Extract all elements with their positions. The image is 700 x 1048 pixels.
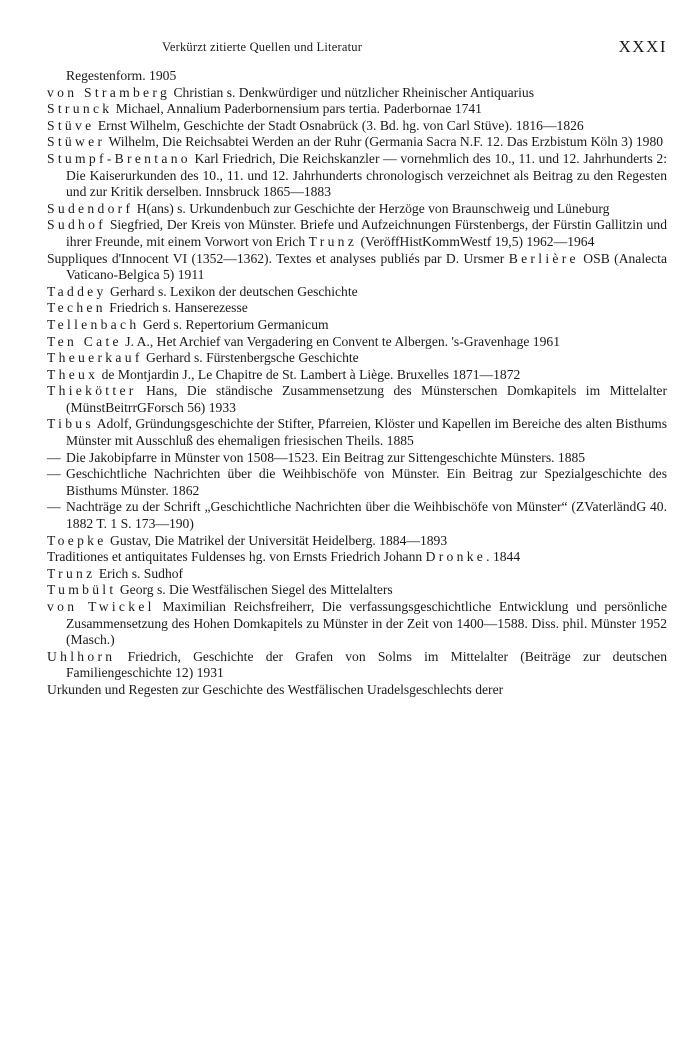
entry-text: Geschichtliche Nachrichten über die Weihbischöfe von Münster. Ein Beitrag zur Spezialgeschichte des Bisthums Münster. 1862: [66, 466, 667, 498]
entry-text: Friedrich s. Hanserezesse: [105, 300, 248, 316]
bibliography-entry: [47, 251, 667, 284]
author-name: Uhlhorn: [47, 648, 116, 664]
entry-text: (VeröffHistKommWestf 19,5) 1962—1964: [357, 233, 595, 249]
page: [47, 38, 667, 699]
repeat-author-dash: —: [47, 499, 61, 515]
editor-name: Trunz: [308, 233, 358, 249]
bibliography-entry: [47, 284, 667, 301]
bibliography-entry: [47, 151, 667, 201]
bibliography-entry: [47, 533, 667, 550]
author-name: Sudendorf: [47, 200, 134, 216]
bibliography-entry: [47, 68, 667, 85]
editor-name: Berlière: [508, 250, 579, 266]
bibliography-entry: [47, 350, 667, 367]
entry-text: OSB (Analecta Vaticano-Belgica 5) 1911: [66, 250, 667, 283]
author-name: Toepke: [47, 532, 107, 548]
author-name: Techen: [47, 300, 106, 316]
entry-text: Gerd s. Repertorium Germanicum: [139, 316, 329, 332]
bibliography-entry: [47, 466, 667, 499]
author-name: von Stramberg: [47, 84, 171, 100]
bibliography-entry: [47, 300, 667, 317]
entry-text: Michael, Annalium Paderbornensium pars tertia. Paderbornae 1741: [112, 101, 482, 117]
bibliography-entry: [47, 101, 667, 118]
repeat-author-dash: —: [47, 466, 61, 482]
editor-name: Dronke: [425, 549, 487, 565]
entry-text: Siegfried, Der Kreis von Münster. Briefe und Aufzeichnungen Fürstenbergs, der Fürstin Gallitzin und ihrer Freunde, mit einem Vorwort von Erich: [66, 217, 667, 249]
entry-text: Ernst Wilhelm, Geschichte der Stadt Osnabrück (3. Bd. hg. von Carl Stüve). 1816—1826: [94, 117, 584, 133]
author-name: Thiekötter: [47, 383, 137, 399]
entry-text: Georg s. Die Westfälischen Siegel des Mittelalters: [116, 582, 393, 598]
entry-text: . 1844: [486, 549, 521, 565]
author-name: Trunz: [47, 565, 96, 581]
bibliography-entry: [47, 383, 667, 416]
entry-text: Wilhelm, Die Reichsabtei Werden an der Ruhr (Germania Sacra N.F. 12. Das Erzbistum Köln 3) 1980: [105, 134, 664, 150]
entry-text: Traditiones et antiquitates Fuldenses hg. von Ernsts Friedrich Johann: [47, 549, 426, 565]
bibliography-entry: [47, 549, 667, 566]
bibliography-entry: [47, 217, 667, 250]
entry-text: Die Jakobipfarre in Münster von 1508—1523. Ein Beitrag zur Sittengeschichte Münsters. 1885: [66, 449, 586, 465]
author-name: Taddey: [47, 283, 107, 299]
running-title: Verkürzt zitierte Quellen und Literatur: [162, 40, 363, 54]
entry-text: H(ans) s. Urkundenbuch zur Geschichte der Herzöge von Braunschweig und Lüneburg: [133, 200, 610, 216]
entry-text: Regestenform. 1905: [66, 68, 177, 83]
entry-text: J. A., Het Archief van Vergadering en Convent te Albergen. 's-Gravenhage 1961: [121, 333, 560, 349]
author-name: Tellenbach: [47, 316, 140, 332]
page-number: XXXI: [618, 37, 667, 56]
entry-text: Hans, Die ständische Zusammensetzung des Münsterschen Domkapitels im Mittelalter (MünstBeitrrGForsch 56) 1933: [66, 383, 667, 415]
bibliography-entry: [47, 334, 667, 351]
entry-text: Christian s. Denkwürdiger und nützlicher Rheinischer Antiquarius: [170, 84, 535, 100]
bibliography-entry: [47, 582, 667, 599]
author-name: Tibus: [47, 416, 94, 432]
running-header: [47, 38, 667, 60]
author-name: Theuerkauf: [47, 350, 143, 366]
author-name: Ten Cate: [47, 333, 122, 349]
author-name: Tumbült: [47, 582, 117, 598]
entry-text: Erich s. Sudhof: [95, 565, 184, 581]
entry-text: Gerhard s. Lexikon der deutschen Geschichte: [106, 283, 358, 299]
entry-text: Suppliques d'Innocent VI (1352—1362). Textes et analyses publiés par D. Ursmer: [47, 250, 509, 266]
author-name: Strunck: [47, 101, 113, 117]
bibliography-entry: [47, 134, 667, 151]
bibliography-entry: [47, 317, 667, 334]
repeat-author-dash: —: [47, 449, 61, 465]
bibliography-entry: [47, 450, 667, 467]
entry-text: Gerhard s. Fürstenbergsche Geschichte: [142, 350, 359, 366]
bibliography-list: [47, 68, 667, 699]
author-name: Theux: [47, 366, 99, 382]
author-name: Stüwer: [47, 134, 106, 150]
bibliography-entry: [47, 118, 667, 135]
bibliography-entry: [47, 649, 667, 682]
entry-text: Maximilian Reichsfreiherr, Die verfassungsgeschichtliche Entwicklung und persönliche Zusammensetzung des Hohen Domkapitels zu Münster in der Zeit von 1400—1588. Diss. phil. Münster 1952 (Masch.): [66, 599, 667, 648]
author-name: Stumpf-Brentano: [47, 150, 191, 166]
bibliography-entry: [47, 682, 667, 699]
bibliography-entry: [47, 499, 667, 532]
entry-text: Gustav, Die Matrikel der Universität Heidelberg. 1884—1893: [106, 532, 448, 548]
author-name: Stüve: [47, 117, 95, 133]
bibliography-entry: [47, 367, 667, 384]
entry-text: de Montjardin J., Le Chapitre de St. Lambert à Liège. Bruxelles 1871—1872: [98, 366, 521, 382]
entry-text: Urkunden und Regesten zur Geschichte des Westfälischen Uradelsgeschlechts derer: [47, 681, 504, 697]
entry-text: Adolf, Gründungsgeschichte der Stifter, Pfarreien, Klöster und Kapellen im Bereiche des alten Bisthums Münster mit Ausschluß des ehemaligen friesischen Theils. 1885: [66, 416, 667, 449]
bibliography-entry: [47, 201, 667, 218]
bibliography-entry: [47, 85, 667, 102]
author-name: von Twickel: [47, 599, 155, 614]
entry-text: Friedrich, Geschichte der Grafen von Solms im Mittelalter (Beiträge zur deutschen Familiengeschichte 12) 1931: [66, 648, 667, 681]
bibliography-entry: [47, 599, 667, 649]
entry-text: Nachträge zu der Schrift „Geschichtliche Nachrichten über die Weihbischöfe von Münster“ (ZVaterländG 40. 1882 T. 1 S. 173—190): [66, 499, 667, 532]
bibliography-entry: [47, 416, 667, 449]
author-name: Sudhof: [47, 217, 107, 233]
bibliography-entry: [47, 566, 667, 583]
entry-text: Karl Friedrich, Die Reichskanzler — vornehmlich des 10., 11. und 12. Jahrhunderts 2: Die Kaiserurkunden des 10., 11. und 12. Jahrhunderts chronologisch verzeichnet als Beitrag zu den Regesten und zur Kritik derselben. Innsbruck 1865—1883: [66, 150, 667, 200]
